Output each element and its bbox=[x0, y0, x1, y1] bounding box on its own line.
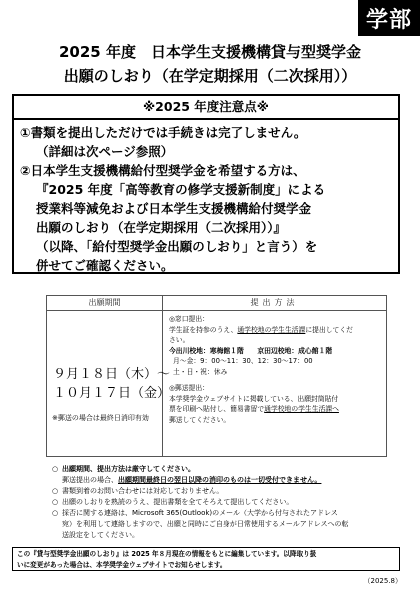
footer-line-2: いに変更があった場合は、本学奨学金ウェブサイトでお知らせします。 bbox=[17, 560, 227, 569]
office-hours: 月～金：9：00～11：30、12：30～17：00 bbox=[173, 357, 313, 365]
notes-list bbox=[52, 464, 392, 541]
date-start: ９月１８日（木）～ bbox=[53, 367, 171, 382]
department-badge: 学部 bbox=[358, 0, 420, 36]
title-line-1: 2025 年度 日本学生支援機構貸与型奨学金 bbox=[59, 43, 361, 61]
notice-line: 『2025 年度「高等教育の修学支援新制度」による bbox=[36, 182, 326, 197]
note-item: ○ 出願期間、提出方法は厳守してください。 bbox=[52, 465, 195, 473]
note-item: 送設定をしてください。 bbox=[62, 531, 139, 539]
method-header: 提出方法 bbox=[163, 296, 387, 311]
window-line-1: 学生証を持参のうえ、通学校地の学生生活課に提出してくだ bbox=[169, 325, 353, 334]
note-item: ○ 出願のしおりを熟読のうえ、提出書類を全てそろえて提出してください。 bbox=[52, 498, 294, 506]
mail-line-1: 本学奨学金ウェブサイトに掲載している、出願封筒貼付 bbox=[169, 394, 339, 403]
notice-line: ①書類を提出しただけでは手続きは完了しません。 bbox=[20, 125, 307, 140]
note-item: 宛）を利用して連絡しますので、出願と同時にご自身が日常使用するメールアドレスへの転 bbox=[62, 520, 349, 528]
footer-box bbox=[12, 547, 400, 571]
notice-box bbox=[12, 94, 400, 274]
campus-locations: 今出川校地：寒梅館１階 京田辺校地：成心館１階 bbox=[169, 346, 333, 355]
note-item: ○ 採否に関する連絡は、Microsoft 365(Outlook)のメール（大学から付与されたアドレス bbox=[52, 509, 338, 517]
footer-line-1: この『貸与型奨学金出願のしおり』は 2025 年８月現在の情報をもとに編集しています。以降取り扱 bbox=[17, 550, 317, 558]
page-title bbox=[0, 40, 420, 88]
mail-line-3: 郵送してください。 bbox=[169, 415, 231, 424]
student-life-link[interactable]: 通学校地の学生生活課 bbox=[237, 325, 306, 334]
note-item: 郵送提出の場合、出願期間最終日の翌日以降の消印のものは一切受付できません。 bbox=[62, 476, 322, 484]
mail-heading: ◎郵送提出： bbox=[169, 384, 209, 392]
notice-line: 出願のしおり（在学定期採用（二次採用））』 bbox=[36, 220, 287, 235]
notice-body bbox=[14, 120, 398, 275]
notice-line: （以降、「給付型奨学金出願のしおり」と言う）を bbox=[36, 239, 318, 254]
period-header: 出願期間 bbox=[47, 296, 163, 311]
closed-days: 土・日・祝：休み bbox=[173, 367, 228, 376]
period-cell bbox=[47, 311, 171, 457]
title-line-2: 出願のしおり（在学定期採用（二次採用）） bbox=[63, 67, 357, 85]
mail-line-2: 票を印刷へ貼付し、簡易書留で通学校地の学生生活課へ bbox=[169, 405, 339, 413]
method-cell bbox=[163, 311, 387, 457]
edition-date: （2025.8） bbox=[363, 577, 402, 585]
notice-line: ②日本学生支援機構給付型奨学金を希望する方は、 bbox=[20, 163, 306, 178]
window-line-2: さい。 bbox=[169, 336, 190, 344]
note-item: ○ 書類到着のお問い合わせには対応しておりません。 bbox=[52, 487, 224, 495]
notice-line: 併せてご確認ください。 bbox=[36, 258, 174, 273]
notice-heading: ※2025 年度注意点※ bbox=[14, 96, 398, 120]
date-end: １０月１７日（金） bbox=[53, 386, 171, 401]
notice-line: （詳細は次ページ参照） bbox=[36, 144, 174, 159]
postal-note: ※郵送の場合は最終日消印有効 bbox=[52, 414, 149, 422]
notice-line: 授業料等減免および日本学生支援機構給付奨学金 bbox=[36, 201, 312, 216]
application-table bbox=[46, 295, 387, 457]
window-heading: ◎窓口提出： bbox=[169, 315, 209, 323]
student-life-mail-link[interactable]: 通学校地の学生生活課へ bbox=[264, 405, 339, 413]
application-dates bbox=[47, 365, 171, 403]
